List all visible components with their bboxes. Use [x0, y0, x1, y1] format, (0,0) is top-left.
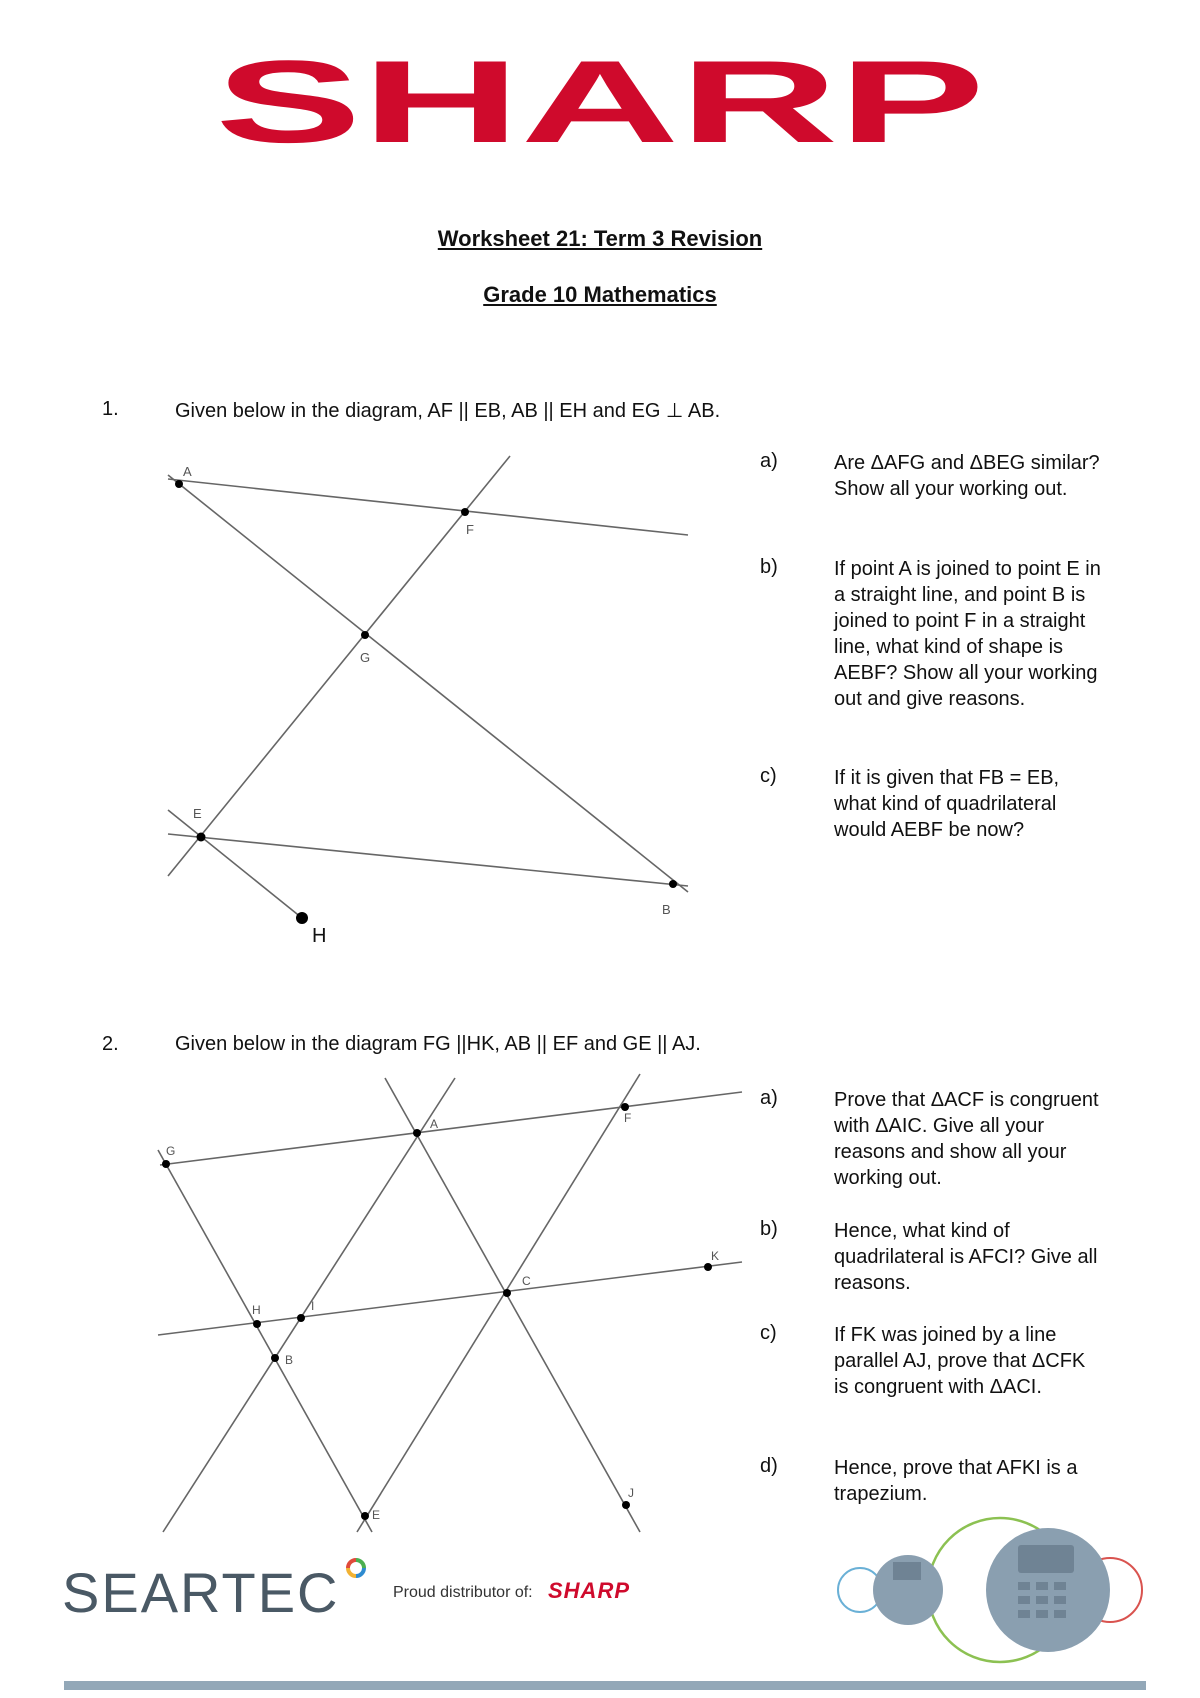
- label-i: I: [311, 1299, 315, 1313]
- footer-bar: [64, 1681, 1146, 1690]
- label-f: F: [466, 522, 474, 537]
- question-2-number: 2.: [102, 1033, 119, 1055]
- q1-part-c-text: If it is given that FB = EB, what kind of quadrilateral would AEBF be now?: [834, 767, 1060, 841]
- label-k: K: [711, 1249, 720, 1263]
- label-j: J: [628, 1486, 634, 1500]
- label-g: G: [360, 650, 371, 665]
- distributor-tagline: Proud distributor of:: [393, 1584, 533, 1601]
- footer-sharp-logo: SHARP: [548, 1578, 631, 1603]
- q2-part-d-letter: d): [760, 1455, 778, 1477]
- q1-part-c-letter: c): [760, 765, 777, 787]
- worksheet-title: Worksheet 21: Term 3 Revision: [437, 226, 763, 251]
- q2-part-a-letter: a): [760, 1087, 778, 1109]
- q1-part-a-letter: a): [760, 450, 778, 472]
- q2-part-b-text: Hence, what kind of quadrilateral is AFCI? Give all reasons.: [834, 1220, 1098, 1294]
- label-e: E: [193, 806, 202, 821]
- label-g: G: [166, 1144, 176, 1158]
- q2-part-c-text: If FK was joined by a line parallel AJ, prove that ΔCFK is congruent with ΔACI.: [834, 1324, 1086, 1398]
- svg-text:SHARP: SHARP: [214, 35, 985, 168]
- q2-part-d-text: Hence, prove that AFKI is a trapezium.: [834, 1457, 1078, 1505]
- q1-part-b-text: If point A is joined to point E in a straight line, and point B is joined to point F in a straight line, what kind of shape is AEBF? Show all your working out and give reasons.: [834, 558, 1101, 710]
- q2-part-b-letter: b): [760, 1218, 778, 1240]
- label-b: B: [285, 1353, 294, 1367]
- worksheet-subtitle: Grade 10 Mathematics: [483, 282, 717, 307]
- question-2-text: Given below in the diagram FG ||HK, AB || EF and GE || AJ.: [175, 1033, 701, 1055]
- label-f: F: [624, 1111, 632, 1125]
- label-h: H: [252, 1303, 261, 1317]
- seartec-logo: SEARTEC: [62, 1561, 340, 1624]
- question-1-text: Given below in the diagram, AF || EB, AB || EH and EG ⊥ AB.: [175, 400, 721, 422]
- question-1-number: 1.: [102, 398, 119, 420]
- q2-part-a-text: Prove that ΔACF is congruent with ΔAIC. Give all your reasons and show all your working out.: [834, 1089, 1099, 1189]
- label-h: H: [312, 925, 327, 947]
- q2-part-c-letter: c): [760, 1322, 777, 1344]
- label-e: E: [372, 1508, 381, 1522]
- q1-part-a-text: Are ΔAFG and ΔBEG similar? Show all your working out.: [834, 452, 1100, 500]
- label-a: A: [430, 1117, 439, 1131]
- label-c: C: [522, 1274, 531, 1288]
- label-b: B: [662, 902, 671, 917]
- label-a: A: [183, 464, 192, 479]
- q1-part-b-letter: b): [760, 556, 778, 578]
